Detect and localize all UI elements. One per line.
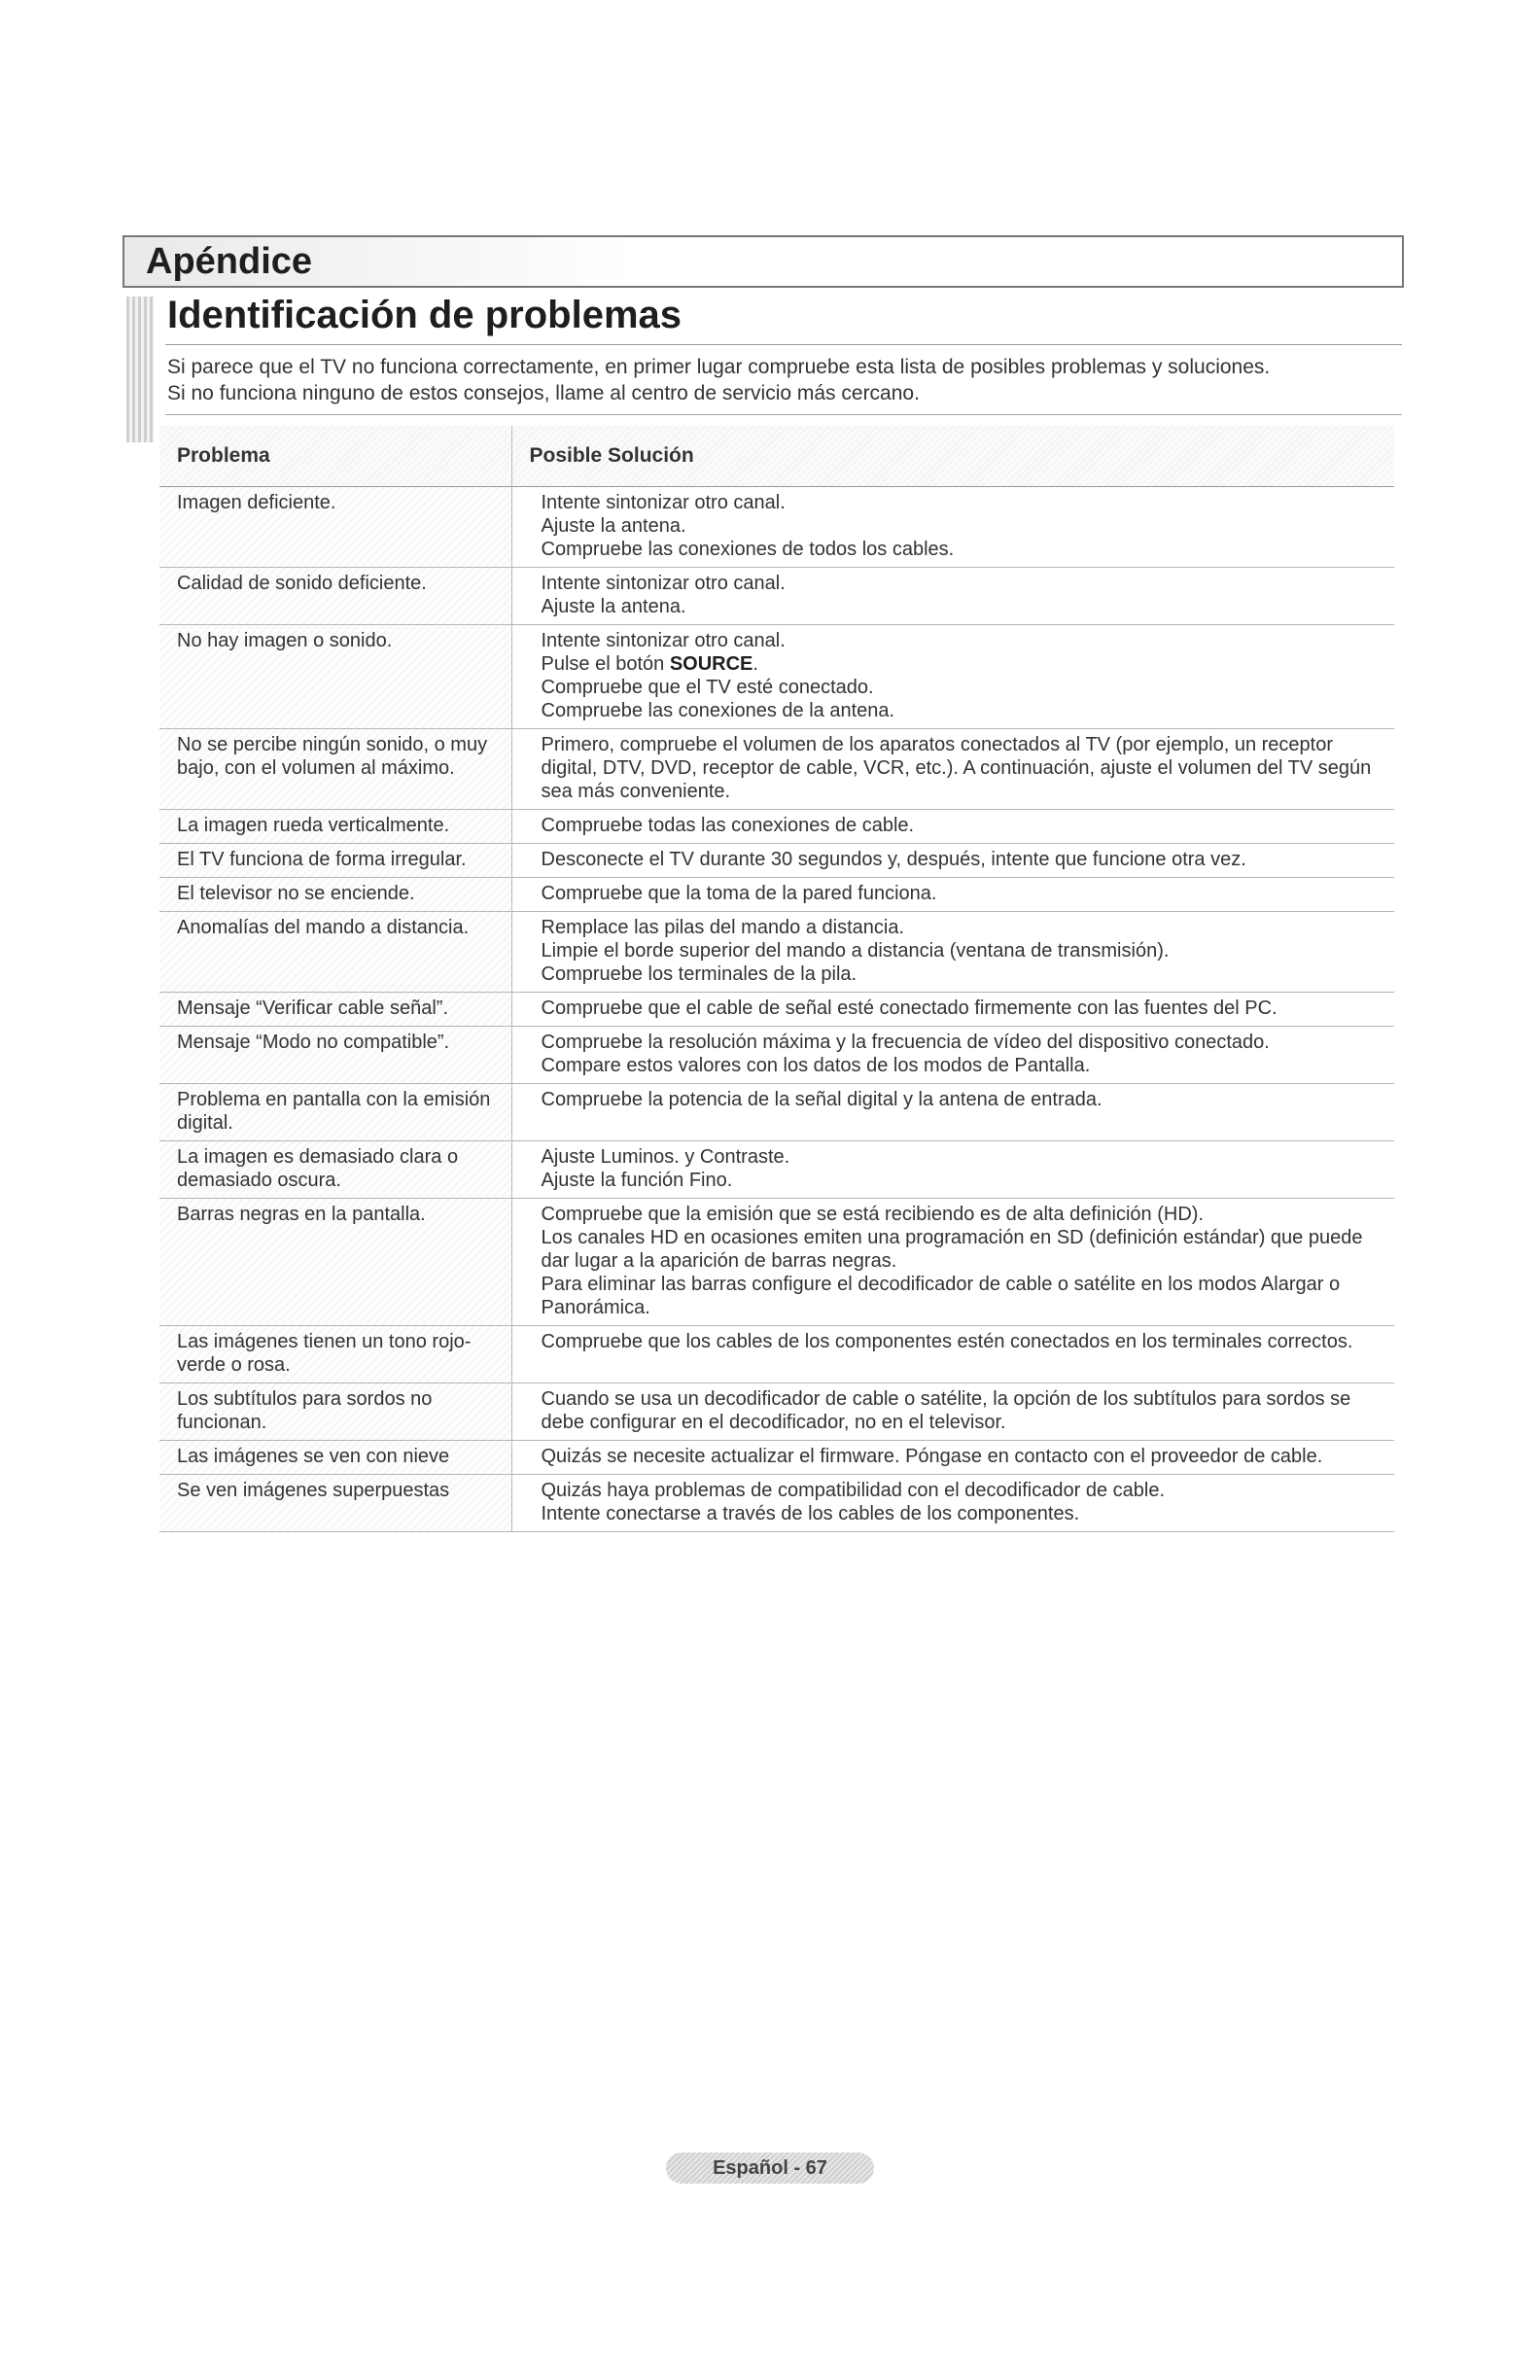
solution-cell xyxy=(511,1027,1394,1084)
problem-cell: Calidad de sonido deficiente. xyxy=(159,568,511,625)
problem-cell: Las imágenes tienen un tono rojo-verde o rosa. xyxy=(159,1326,511,1383)
problem-cell: Problema en pantalla con la emisión digital. xyxy=(159,1084,511,1141)
solution-line: Compruebe que la emisión que se está recibiendo es de alta definición (HD). xyxy=(541,1204,1204,1225)
table-body xyxy=(159,487,1394,1532)
solution-cell xyxy=(511,1084,1394,1141)
solution-line: Compruebe que el TV esté conectado. xyxy=(541,677,874,698)
table-row xyxy=(159,993,1394,1027)
section-marker xyxy=(126,297,154,442)
problem-cell: Barras negras en la pantalla. xyxy=(159,1199,511,1326)
solution-line: Ajuste la antena. xyxy=(541,515,686,537)
solution-line: Limpie el borde superior del mando a distancia (ventana de transmisión). xyxy=(541,940,1170,962)
solution-line: Compruebe la potencia de la señal digital y la antena de entrada. xyxy=(541,1089,1102,1110)
solution-line: Compruebe que la toma de la pared funciona. xyxy=(541,883,937,904)
table-row xyxy=(159,1141,1394,1199)
problem-cell: La imagen rueda verticalmente. xyxy=(159,810,511,844)
table-row xyxy=(159,878,1394,912)
problem-cell: El televisor no se enciende. xyxy=(159,878,511,912)
table-row xyxy=(159,487,1394,568)
section-divider xyxy=(165,344,1402,345)
table-row xyxy=(159,729,1394,810)
solution-cell xyxy=(511,878,1394,912)
solution-line: Intente sintonizar otro canal. xyxy=(541,492,786,513)
problem-cell: Mensaje “Modo no compatible”. xyxy=(159,1027,511,1084)
table-row xyxy=(159,1326,1394,1383)
table-row xyxy=(159,810,1394,844)
solution-cell xyxy=(511,993,1394,1027)
solution-cell xyxy=(511,810,1394,844)
solution-line: Intente sintonizar otro canal. xyxy=(541,573,786,594)
problem-cell: Las imágenes se ven con nieve xyxy=(159,1441,511,1475)
solution-line: Compruebe las conexiones de la antena. xyxy=(541,700,895,721)
solution-cell xyxy=(511,568,1394,625)
problem-cell: Anomalías del mando a distancia. xyxy=(159,912,511,993)
solution-line: Compruebe las conexiones de todos los cables. xyxy=(541,539,955,560)
table-row xyxy=(159,625,1394,729)
page-number: Español - 67 xyxy=(666,2152,874,2184)
column-header-problem: Problema xyxy=(159,426,511,487)
table-row xyxy=(159,1199,1394,1326)
source-button-name: SOURCE xyxy=(669,653,753,675)
problem-cell: La imagen es demasiado clara o demasiado oscura. xyxy=(159,1141,511,1199)
problem-cell: Imagen deficiente. xyxy=(159,487,511,568)
intro-line: Si no funciona ninguno de estos consejos, llame al centro de servicio más cercano. xyxy=(167,382,920,404)
table-row xyxy=(159,1441,1394,1475)
problem-cell: Los subtítulos para sordos no funcionan. xyxy=(159,1383,511,1441)
solution-cell xyxy=(511,1475,1394,1532)
solution-cell xyxy=(511,1326,1394,1383)
solution-cell xyxy=(511,487,1394,568)
problem-cell: Mensaje “Verificar cable señal”. xyxy=(159,993,511,1027)
solution-line: Intente sintonizar otro canal. xyxy=(541,630,786,651)
table-row xyxy=(159,1475,1394,1532)
solution-line: Compare estos valores con los datos de los modos de Pantalla. xyxy=(541,1055,1091,1076)
solution-line: Para eliminar las barras configure el decodificador de cable o satélite en los modos Alargar o Panorámica. xyxy=(541,1274,1341,1318)
appendix-header xyxy=(122,235,1404,288)
solution-line: Compruebe que los cables de los componentes estén conectados en los terminales correctos. xyxy=(541,1331,1353,1352)
solution-cell xyxy=(511,1441,1394,1475)
problem-cell: Se ven imágenes superpuestas xyxy=(159,1475,511,1532)
problem-cell: El TV funciona de forma irregular. xyxy=(159,844,511,878)
table-row xyxy=(159,844,1394,878)
solution-cell xyxy=(511,1383,1394,1441)
table-header-row xyxy=(159,426,1394,487)
column-header-solution: Posible Solución xyxy=(511,426,1394,487)
solution-line: Compruebe la resolución máxima y la frecuencia de vídeo del dispositivo conectado. xyxy=(541,1032,1270,1053)
solution-line: Ajuste la función Fino. xyxy=(541,1170,733,1191)
solution-cell xyxy=(511,844,1394,878)
solution-cell xyxy=(511,625,1394,729)
intro-divider xyxy=(165,414,1402,415)
solution-line: Pulse el botón SOURCE. xyxy=(541,653,758,675)
solution-line: Ajuste la antena. xyxy=(541,596,686,617)
table-row xyxy=(159,912,1394,993)
solution-line: Compruebe los terminales de la pila. xyxy=(541,963,858,985)
solution-line: Intente conectarse a través de los cables de los componentes. xyxy=(541,1503,1080,1524)
table-row xyxy=(159,1084,1394,1141)
solution-line: Remplace las pilas del mando a distancia. xyxy=(541,917,905,938)
appendix-title: Apéndice xyxy=(146,241,313,282)
solution-line: Primero, compruebe el volumen de los aparatos conectados al TV (por ejemplo, un receptor digital, DTV, DVD, receptor de cable, VCR, etc.). A continuación, ajuste el volumen del TV según sea más conveniente. xyxy=(541,734,1372,802)
problem-cell: No hay imagen o sonido. xyxy=(159,625,511,729)
solution-cell xyxy=(511,912,1394,993)
solution-line: Los canales HD en ocasiones emiten una programación en SD (definición estándar) que puede dar lugar a la aparición de barras negras. xyxy=(541,1227,1363,1272)
solution-line: Quizás se necesite actualizar el firmware. Póngase en contacto con el proveedor de cable. xyxy=(541,1446,1323,1467)
intro-line: Si parece que el TV no funciona correctamente, en primer lugar compruebe esta lista de posibles problemas y soluciones. xyxy=(167,356,1271,378)
solution-line: Desconecte el TV durante 30 segundos y, después, intente que funcione otra vez. xyxy=(541,849,1246,870)
solution-line: Quizás haya problemas de compatibilidad con el decodificador de cable. xyxy=(541,1480,1165,1501)
solution-line: Compruebe todas las conexiones de cable. xyxy=(541,815,915,836)
solution-cell xyxy=(511,1199,1394,1326)
section-title: Identificación de problemas xyxy=(167,294,682,336)
solution-line: Ajuste Luminos. y Contraste. xyxy=(541,1146,790,1168)
table-row xyxy=(159,568,1394,625)
troubleshooting-table xyxy=(159,426,1394,1532)
solution-cell xyxy=(511,1141,1394,1199)
solution-line: Compruebe que el cable de señal esté conectado firmemente con las fuentes del PC. xyxy=(541,998,1278,1019)
table-row xyxy=(159,1383,1394,1441)
problem-cell: No se percibe ningún sonido, o muy bajo, con el volumen al máximo. xyxy=(159,729,511,810)
solution-line: Cuando se usa un decodificador de cable o satélite, la opción de los subtítulos para sordos se debe configurar en el decodificador, no en el televisor. xyxy=(541,1388,1351,1433)
intro-text xyxy=(167,354,1392,406)
table-row xyxy=(159,1027,1394,1084)
solution-cell xyxy=(511,729,1394,810)
